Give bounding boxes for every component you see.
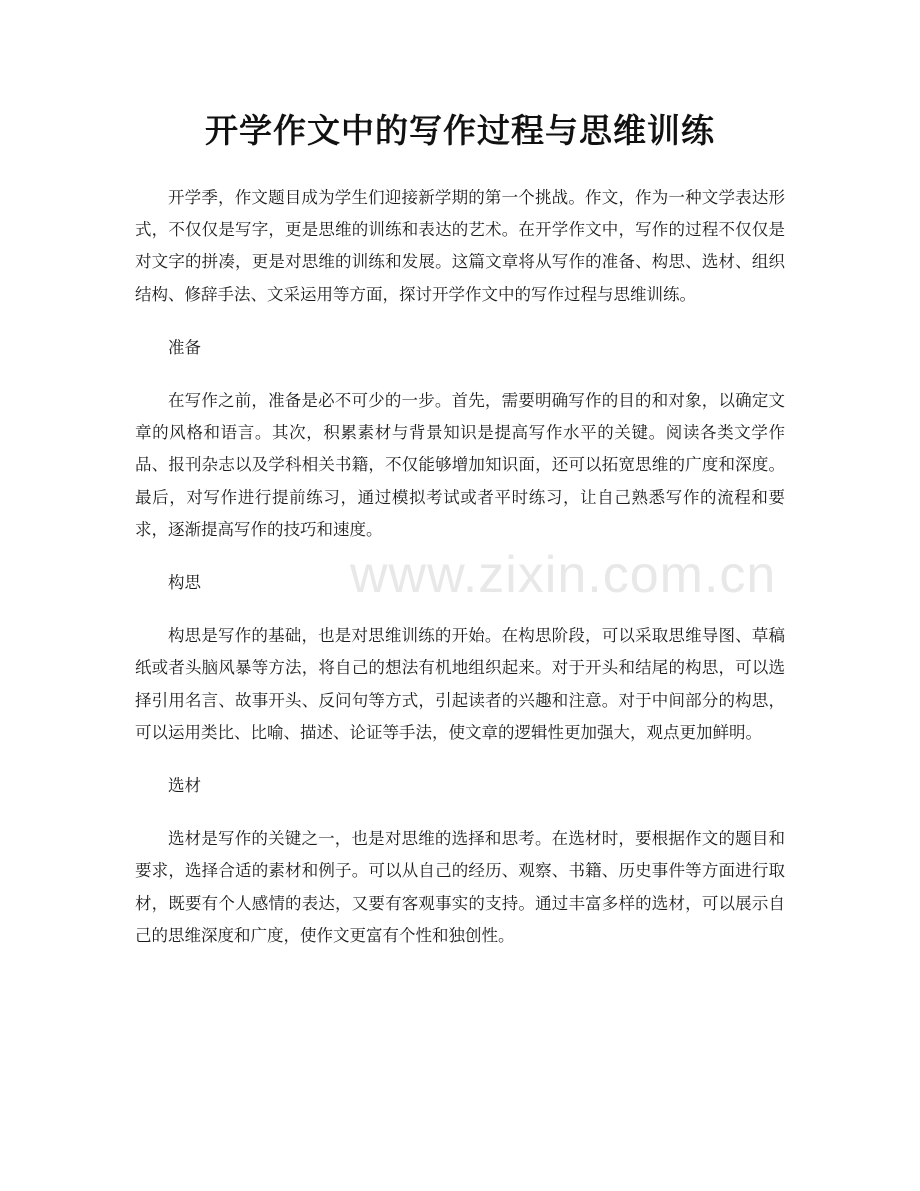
page-title: 开学作文中的写作过程与思维训练 [205,111,715,150]
section-heading-material: 选材 [168,776,201,796]
intro-paragraph: 开学季，作文题目成为学生们迎接新学期的第一个挑战。作文，作为一种文学表达形式，不仅仅是写字，更是思维的训练和表达的艺术。在开学作文中，写作的过程不仅仅是对文字的拼凑，更是对思维的训练和发展。这篇文章将从写作的准备、构思、选材、组织结构、修辞手法、文采运用等方面，探讨开学作文中的写作过程与思维训练。 [135,188,785,304]
preparation-paragraph: 在写作之前，准备是必不可少的一步。首先，需要明确写作的目的和对象，以确定文章的风格和语言。其次，积累素材与背景知识是提高写作水平的关键。阅读各类文学作品、报刊杂志以及学科相关书籍，不仅能够增加知识面，还可以拓宽思维的广度和深度。最后，对写作进行提前练习，通过模拟考试或者平时练习，让自己熟悉写作的流程和要求，逐渐提高写作的技巧和速度。 [135,391,785,539]
section-heading-conception: 构思 [168,573,201,593]
conception-paragraph: 构思是写作的基础，也是对思维训练的开始。在构思阶段，可以采取思维导图、草稿纸或者头脑风暴等方法，将自己的想法有机地组织起来。对于开头和结尾的构思，可以选择引用名言、故事开头、反问句等方式，引起读者的兴趣和注意。对于中间部分的构思，可以运用类比、比喻、描述、论证等手法，使文章的逻辑性更加强大，观点更加鲜明。 [135,626,785,742]
section-heading-preparation: 准备 [168,337,201,357]
watermark: www.zixin.com.cn [350,546,777,604]
material-paragraph: 选材是写作的关键之一，也是对思维的选择和思考。在选材时，要根据作文的题目和要求，选择合适的素材和例子。可以从自己的经历、观察、书籍、历史事件等方面进行取材，既要有个人感情的表达，又要有客观事实的支持。通过丰富多样的选材，可以展示自己的思维深度和广度，使作文更富有个性和独创性。 [135,829,785,945]
document-body [135,182,785,973]
